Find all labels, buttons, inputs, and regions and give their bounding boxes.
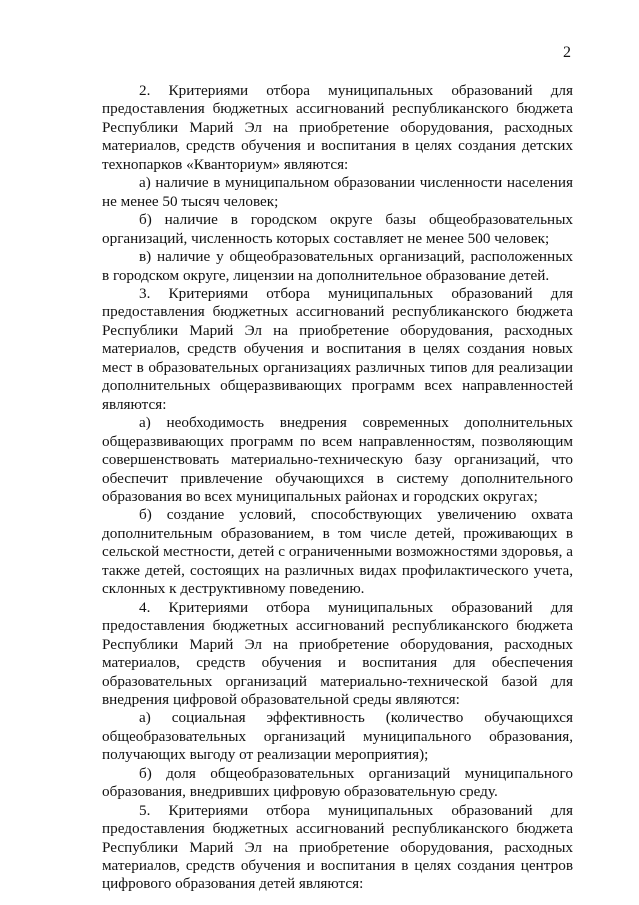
paragraph-criteria-2a: а) наличие в муниципальном образовании численности населения не менее 50 тысяч человек; (102, 174, 573, 210)
paragraph-criteria-2c: в) наличие у общеобразовательных организаций, расположенных в городском округе, лицензии на дополнительное образование детей. (102, 248, 573, 284)
paragraph-criteria-4a: а) социальная эффективность (количество обучающихся общеобразовательных организаций муниципального образования, получающих выгоду от реализации мероприятия); (102, 709, 573, 764)
paragraph-criteria-5: 5. Критериями отбора муниципальных образований для предоставления бюджетных ассигнований республиканского бюджета Республики Марий Эл на приобретение оборудования, расходных материалов, средств обучения и воспитания в целях создания центров цифрового образования детей являются: (102, 801, 573, 893)
document-body (102, 82, 573, 894)
paragraph-criteria-2b: б) наличие в городском округе базы общеобразовательных организаций, численность которых составляет не менее 500 человек; (102, 211, 573, 247)
paragraph-criteria-3b: б) создание условий, способствующих увеличению охвата дополнительным образованием, в том числе детей, проживающих в сельской местности, детей с ограниченными возможностями здоровья, а также детей, состоящих на различных видах профилактического учета, склонных к деструктивному поведению. (102, 506, 573, 598)
paragraph-criteria-3a: а) необходимость внедрения современных дополнительных общеразвивающих программ по всем направленностям, позволяющим совершенствовать материально-техническую базу организаций, что обеспечит привлечение обучающихся в систему дополнительного образования во всех муниципальных районах и городских округах; (102, 414, 573, 505)
paragraph-criteria-2: 2. Критериями отбора муниципальных образований для предоставления бюджетных ассигнований республиканского бюджета Республики Марий Эл на приобретение оборудования, расходных материалов, средств обучения и воспитания в целях создания детских технопарков «Кванториум» являются: (102, 82, 573, 173)
paragraph-criteria-4: 4. Критериями отбора муниципальных образований для предоставления бюджетных ассигнований республиканского бюджета Республики Марий Эл на приобретение оборудования, расходных материалов, средств обучения и воспитания для обеспечения образовательных организаций материально-технической базой для внедрения цифровой образовательной среды являются: (102, 598, 573, 708)
paragraph-criteria-4b: б) доля общеобразовательных организаций муниципального образования, внедривших цифровую образовательную среду. (102, 764, 573, 801)
page-number: 2 (563, 44, 571, 61)
paragraph-criteria-3: 3. Критериями отбора муниципальных образований для предоставления бюджетных ассигнований республиканского бюджета Республики Марий Эл на приобретение оборудования, расходных материалов, средств обучения и воспитания в целях создания новых мест в образовательных организациях различных типов для реализации дополнительных общеразвивающих программ всех направленностей являются: (102, 284, 573, 413)
